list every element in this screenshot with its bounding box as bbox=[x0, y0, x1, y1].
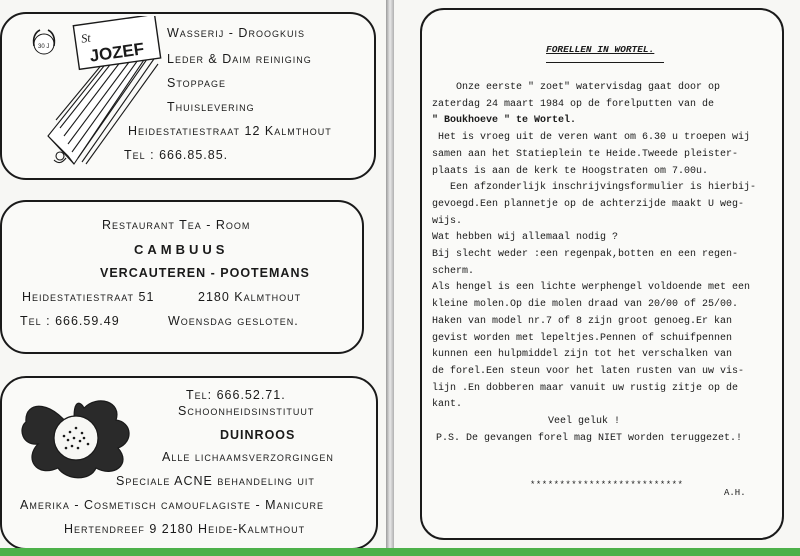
article-line-6: plaats is aan de kerk te Hoogstraten om 7.00u. bbox=[432, 165, 709, 177]
logo-badge-text: 30 J bbox=[38, 44, 50, 50]
article-line-10: Wat hebben wij allemaal nodig ? bbox=[432, 232, 619, 244]
title-underline bbox=[546, 62, 664, 63]
article-body bbox=[432, 80, 756, 447]
jozef-address: Heidestatiestraat 12 Kalmthout bbox=[128, 124, 332, 138]
left-page bbox=[0, 0, 386, 548]
duinroos-line-4: Amerika - Cosmetisch camouflagiste - Manicure bbox=[20, 498, 324, 512]
logo-saint-text: St bbox=[80, 30, 92, 46]
article-closing: Veel geluk ! bbox=[548, 416, 621, 428]
duinroos-phone: Tel: 666.52.71. bbox=[186, 388, 286, 402]
article-line-8: gevoegd.Een plannetje op de achterzijde maakt U weg- bbox=[432, 198, 745, 210]
article-stars: ************************** bbox=[530, 480, 684, 490]
article-line-17: kunnen een hulpmiddel zijn tot het verschalken van bbox=[432, 349, 733, 361]
article-line-11: Bij slecht weder :een regenpak,botten en een regen- bbox=[432, 249, 739, 261]
cambuus-address: Heidestatiestraat 51 bbox=[22, 290, 155, 304]
article-line-18: de forel.Een steun voor het laten rusten van uw vis- bbox=[432, 365, 745, 377]
article-line-5: samen aan het Statieplein te Heide.Tweede pleister- bbox=[432, 148, 739, 160]
article-line-19: lijn .En dobberen maar vanuit uw rustig zitje op de bbox=[432, 382, 739, 394]
ad-cambuus bbox=[0, 200, 364, 354]
article-line-15: Haken van model nr.7 of 8 zijn groot genoeg.Er kan bbox=[432, 315, 733, 327]
article-line-4: Het is vroeg uit de veren want om 6.30 u troepen wij bbox=[438, 132, 751, 144]
cambuus-name: CAMBUUS bbox=[134, 242, 229, 257]
article-frame bbox=[420, 8, 784, 540]
duinroos-line-1: Schoonheidsinstituut bbox=[178, 404, 315, 418]
jozef-line-3: Stoppage bbox=[167, 76, 227, 90]
duinroos-address: Hertendreef 9 2180 Heide-Kalmthout bbox=[64, 522, 306, 536]
article-signature: A.H. bbox=[724, 488, 746, 498]
article-ps: P.S. De gevangen forel mag NIET worden teruggezet.! bbox=[436, 432, 743, 444]
duinroos-line-2: Alle lichaamsverzorgingen bbox=[162, 450, 334, 464]
article-line-2: zaterdag 24 maart 1984 op de forelputten van de bbox=[432, 98, 715, 110]
jozef-phone: Tel : 666.85.85. bbox=[124, 148, 229, 162]
duinroos-line-3: Speciale ACNE behandeling uit bbox=[116, 474, 315, 488]
article-title: FORELLEN IN WORTEL. bbox=[546, 44, 655, 55]
cambuus-postal: 2180 Kalmthout bbox=[198, 290, 302, 304]
logo-name-text: JOZEF bbox=[88, 39, 146, 66]
jozef-line-1: Wasserij - Droogkuis bbox=[167, 26, 305, 40]
right-page bbox=[394, 0, 800, 548]
ad-jozef bbox=[0, 12, 376, 180]
article-line-16: gevist worden met lepeltjes.Pennen of schuifpennen bbox=[432, 332, 733, 344]
laundry-tower-logo bbox=[28, 16, 162, 166]
jozef-line-4: Thuislevering bbox=[167, 100, 255, 114]
jozef-line-2: Leder & Daim reiniging bbox=[167, 52, 312, 66]
cambuus-phone: Tel : 666.59.49 bbox=[20, 314, 120, 328]
article-line-7: Een afzonderlijk inschrijvingsformulier is hierbij- bbox=[450, 182, 757, 194]
cambuus-closed: Woensdag gesloten. bbox=[168, 314, 299, 328]
article-line-12: scherm. bbox=[432, 265, 475, 277]
cambuus-owners: VERCAUTEREN - POOTEMANS bbox=[100, 266, 310, 280]
cambuus-line-1: Restaurant Tea - Room bbox=[102, 218, 251, 232]
scan-edge-strip bbox=[0, 548, 800, 556]
article-line-1: Onze eerste " zoet" watervisdag gaat door op bbox=[456, 82, 721, 93]
article-line-3: " Boukhoeve " te Wortel. bbox=[432, 115, 577, 127]
article-line-14: kleine molen.Op die molen draad van 20/00 of 25/00. bbox=[432, 299, 739, 311]
book-spine bbox=[386, 0, 394, 548]
article-line-13: Als hengel is een lichte werphengel voldoende met een bbox=[432, 282, 751, 294]
article-line-9: wijs. bbox=[432, 215, 463, 227]
article-line-20: kant. bbox=[432, 399, 463, 411]
duinroos-name: DUINROOS bbox=[220, 428, 296, 442]
flower-logo bbox=[14, 388, 138, 484]
ad-duinroos bbox=[0, 376, 378, 548]
